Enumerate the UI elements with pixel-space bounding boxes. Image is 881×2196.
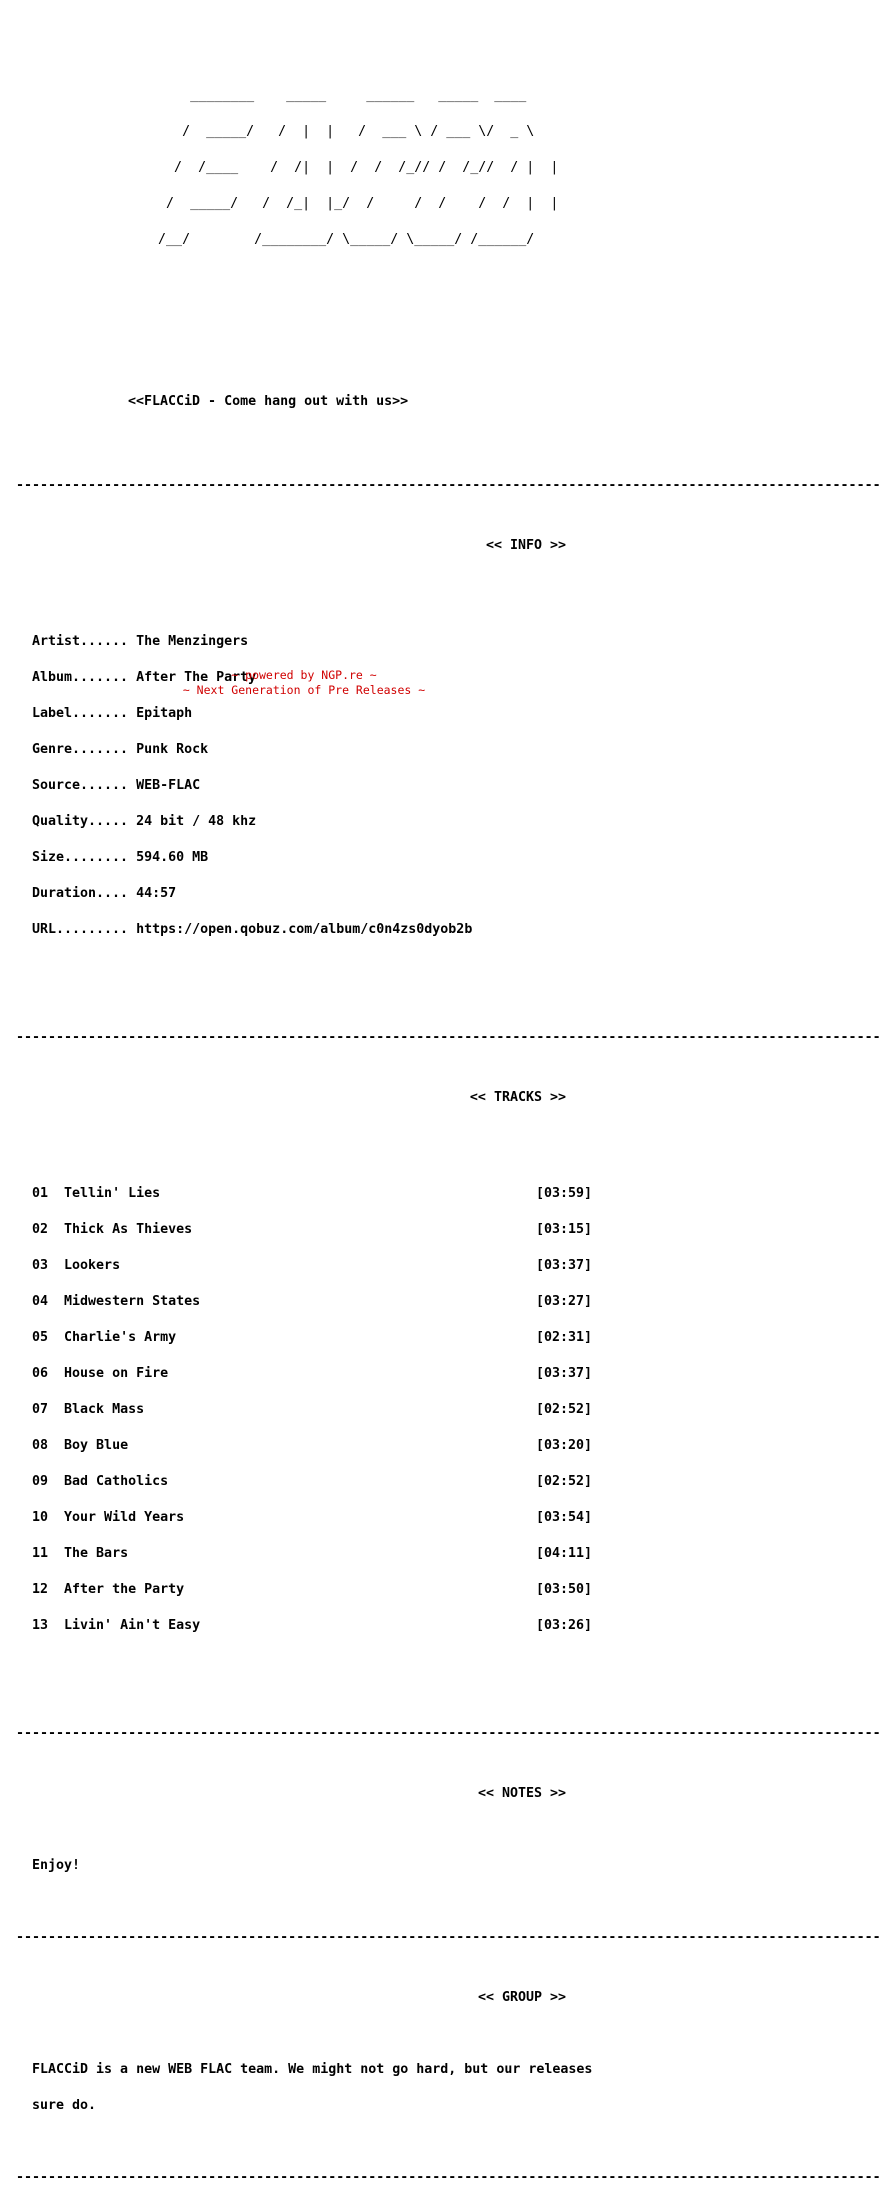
info-field-size bbox=[32, 852, 600, 864]
track-row bbox=[32, 1368, 592, 1380]
notes-header-row bbox=[16, 1788, 600, 1800]
track-duration: [03:37] bbox=[535, 1366, 592, 1381]
track-title: After the Party bbox=[64, 1582, 185, 1597]
info-key: Album....... bbox=[32, 670, 129, 685]
track-duration: [03:50] bbox=[535, 1582, 592, 1597]
info-key: Quality..... bbox=[32, 814, 129, 829]
track-number: 03 bbox=[32, 1258, 49, 1273]
info-value: Epitaph bbox=[136, 706, 193, 721]
track-number: 09 bbox=[32, 1474, 49, 1489]
info-key: Artist...... bbox=[32, 634, 129, 649]
track-duration: [02:52] bbox=[535, 1474, 592, 1489]
track-number: 12 bbox=[32, 1582, 49, 1597]
info-field-url bbox=[32, 924, 600, 936]
track-title: Lookers bbox=[64, 1258, 121, 1273]
track-row bbox=[32, 1512, 592, 1524]
track-number: 02 bbox=[32, 1222, 49, 1237]
track-duration: [04:11] bbox=[535, 1546, 592, 1561]
info-key: Duration.... bbox=[32, 886, 129, 901]
track-duration: [03:27] bbox=[535, 1294, 592, 1309]
track-title: The Bars bbox=[64, 1546, 129, 1561]
track-duration: [03:15] bbox=[535, 1222, 592, 1237]
track-duration: [02:52] bbox=[535, 1402, 592, 1417]
track-row bbox=[32, 1260, 592, 1272]
logo-line: / /____ / /| | / / /_// / /_// / | | bbox=[86, 160, 559, 175]
track-row bbox=[32, 1188, 592, 1200]
info-header: << INFO >> bbox=[485, 538, 566, 553]
track-row bbox=[32, 1620, 592, 1632]
group-text-line-2: sure do. bbox=[32, 2098, 97, 2113]
track-duration: [03:26] bbox=[535, 1618, 592, 1633]
track-duration: [02:31] bbox=[535, 1330, 592, 1345]
info-key: Size........ bbox=[32, 850, 129, 865]
info-key: URL......... bbox=[32, 922, 129, 937]
track-row bbox=[32, 1296, 592, 1308]
track-number: 11 bbox=[32, 1546, 49, 1561]
divider: ------------------------------------------------------------------------------------------------------------ bbox=[16, 1930, 881, 1945]
track-title: Tellin' Lies bbox=[64, 1186, 161, 1201]
info-value: After The Party bbox=[136, 670, 257, 685]
track-title: House on Fire bbox=[64, 1366, 169, 1381]
track-row bbox=[32, 1440, 592, 1452]
track-title: Livin' Ain't Easy bbox=[64, 1618, 201, 1633]
info-value: The Menzingers bbox=[136, 634, 249, 649]
tracklist bbox=[16, 1164, 600, 1656]
track-number: 08 bbox=[32, 1438, 49, 1453]
tracks-header: << TRACKS >> bbox=[469, 1090, 566, 1105]
info-section bbox=[16, 612, 600, 960]
logo-line: / _____/ / | | / ___ \ / ___ \/ _ \ bbox=[86, 124, 535, 139]
info-key: Source...... bbox=[32, 778, 129, 793]
notes-text: Enjoy! bbox=[32, 1858, 81, 1873]
track-number: 06 bbox=[32, 1366, 49, 1381]
track-number: 07 bbox=[32, 1402, 49, 1417]
tagline: <<FLACCiD - Come hang out with us>> bbox=[128, 394, 409, 409]
info-value: 24 bit / 48 khz bbox=[136, 814, 257, 829]
info-field-label bbox=[32, 708, 600, 720]
track-title: Thick As Thieves bbox=[64, 1222, 193, 1237]
logo-line: /__/ /________/ \_____/ \_____/ /______/ bbox=[86, 232, 535, 247]
track-row bbox=[32, 1224, 592, 1236]
track-row bbox=[32, 1548, 592, 1560]
track-duration: [03:59] bbox=[535, 1186, 592, 1201]
info-header-row bbox=[16, 540, 600, 552]
track-number: 01 bbox=[32, 1186, 49, 1201]
info-key: Label....... bbox=[32, 706, 129, 721]
info-field-genre bbox=[32, 744, 600, 756]
info-value: WEB-FLAC bbox=[136, 778, 201, 793]
track-duration: [03:54] bbox=[535, 1510, 592, 1525]
divider: ------------------------------------------------------------------------------------------------------------ bbox=[16, 1726, 881, 1741]
track-number: 05 bbox=[32, 1330, 49, 1345]
track-duration: [03:20] bbox=[535, 1438, 592, 1453]
info-field-quality bbox=[32, 816, 600, 828]
info-url-link[interactable]: https://open.qobuz.com/album/c0n4zs0dyob2b bbox=[136, 922, 473, 937]
info-value: 44:57 bbox=[136, 886, 177, 901]
track-row bbox=[32, 1404, 592, 1416]
track-title: Bad Catholics bbox=[64, 1474, 169, 1489]
info-value: Punk Rock bbox=[136, 742, 209, 757]
logo-line: ________ _____ ______ _____ ____ bbox=[86, 88, 527, 103]
group-header-row bbox=[16, 1992, 600, 2004]
track-row bbox=[32, 1332, 592, 1344]
track-row bbox=[32, 1476, 592, 1488]
footer-powered-by: ~ powered by NGP.re ~ bbox=[231, 668, 377, 682]
track-number: 13 bbox=[32, 1618, 49, 1633]
divider: ------------------------------------------------------------------------------------------------------------ bbox=[16, 1030, 881, 1045]
group-text-line-1: FLACCiD is a new WEB FLAC team. We might not go hard, but our releases bbox=[32, 2062, 593, 2077]
info-key: Genre....... bbox=[32, 742, 129, 757]
track-title: Black Mass bbox=[64, 1402, 145, 1417]
footer-tagline: ~ Next Generation of Pre Releases ~ bbox=[182, 683, 426, 697]
nfo-document bbox=[16, 30, 881, 2196]
notes-header: << NOTES >> bbox=[477, 1786, 566, 1801]
tracks-header-row bbox=[16, 1092, 600, 1104]
track-title: Charlie's Army bbox=[64, 1330, 177, 1345]
info-value: 594.60 MB bbox=[136, 850, 209, 865]
track-title: Midwestern States bbox=[64, 1294, 201, 1309]
track-title: Your Wild Years bbox=[64, 1510, 185, 1525]
info-field-duration bbox=[32, 888, 600, 900]
info-field-artist bbox=[32, 636, 600, 648]
track-title: Boy Blue bbox=[64, 1438, 129, 1453]
divider: ------------------------------------------------------------------------------------------------------------ bbox=[16, 478, 881, 493]
track-number: 04 bbox=[32, 1294, 49, 1309]
info-field-source bbox=[32, 780, 600, 792]
logo-line: / _____/ / /_| |_/ / / / / / | | bbox=[86, 196, 559, 211]
group-header: << GROUP >> bbox=[477, 1990, 566, 2005]
flaccid-ascii-logo bbox=[86, 66, 600, 270]
divider: ------------------------------------------------------------------------------------------------------------ bbox=[16, 2170, 881, 2185]
track-number: 10 bbox=[32, 1510, 49, 1525]
track-duration: [03:37] bbox=[535, 1258, 592, 1273]
track-row bbox=[32, 1584, 592, 1596]
